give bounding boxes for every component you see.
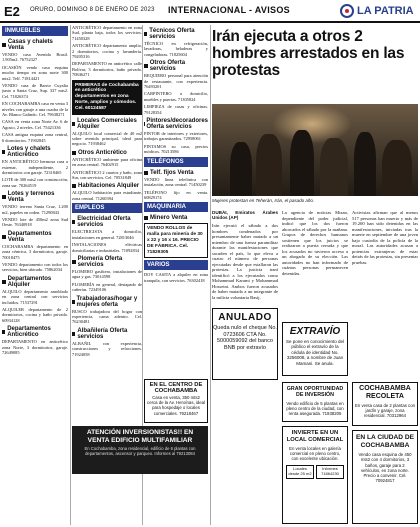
classified-ad: ELECTRICISTA a domicilio, instalaciones en general. 72813046	[72, 229, 142, 240]
ad-list	[72, 341, 142, 357]
ad-list	[2, 159, 68, 188]
ad-anulado	[212, 308, 278, 380]
article-text: Activistas afirman que al menos 517 personas han muerto y más de 19.200 han sido detenidas en las manifestaciones, iniciadas tras la muerte en septiembre de una joven bajo custodia de la policía de la moral. Las autoridades acusan a potencias extranjeras de estar detrás de las protestas, sin presentar pruebas.	[352, 210, 418, 265]
category-header: INMUEBLES	[2, 26, 68, 36]
ad-gran-oportunidad	[282, 382, 348, 422]
ad-text: Se pone en conocimiento del público el extravío de la cédula de identidad No. 3256008, a nombre de Juan Mamani. Se anula.	[285, 339, 345, 366]
ad-list	[144, 177, 208, 201]
photo-figure	[382, 140, 412, 196]
column-divider	[210, 25, 211, 525]
ad-text: Casa en venta, 350 mts2 cerca de la Av. Heroínas, ideal para hospedaje o locales comerciales. 79218467	[147, 395, 205, 416]
bullet-icon	[72, 220, 75, 224]
dateline: ORURO, DOMINGO 8 DE ENERO DE 2023	[30, 7, 155, 13]
classified-ad: DEPARTAMENTO en anticrético calle Bolívar, 3 dormitorios, baño privado. 70846271	[72, 61, 142, 78]
ad-list	[72, 309, 142, 325]
bullet-icon	[72, 332, 75, 336]
ad-list	[144, 73, 208, 115]
article-headline: Irán ejecuta a otros 2 hombres arrestados en las protestas	[212, 28, 405, 79]
classified-ad: ALQUILO habitación para estudiante, zona central. 71260394	[72, 190, 142, 201]
bullet-icon	[72, 122, 75, 126]
article-column-3	[352, 210, 418, 378]
bullet-icon	[2, 235, 6, 239]
highlighted-ad: PRIMERAS de Cochabamba en anticrético departamentos en zona Norte, amplios y cómodos. Cel. 60124587	[72, 80, 142, 115]
ad-banner-inversionistas	[72, 426, 208, 474]
subcategory: Lotes y chalets Anticrético	[2, 146, 68, 158]
article-byline: DUBÁI, Emiratos Árabes Unidos (AP)	[212, 210, 278, 220]
ad-extravio	[282, 322, 348, 376]
subcategory: Otros Anticrético	[72, 150, 142, 156]
article-text: Irán ejecutó el sábado a dos hombres condenados por presuntamente haber matado a un miembro de una fuerza paramilitar durante las manifestaciones que sacuden el país, lo que eleva a cuatro el número de personas ejecutadas desde que estallaron las protestas. La justicia iraní identificó a los ejecutados como Mohammad Karami y Mohammad Hosseini. Ambos fueron acusados de haber matado a un integrante de la milicia voluntaria Basij.	[212, 223, 278, 300]
bullet-icon	[2, 150, 5, 154]
category-header: TELÉFONOS	[144, 157, 208, 167]
ad-list	[2, 204, 68, 228]
classified-ad: COCHABAMBA departamento en zona céntrica, 3 dormitorios, garaje. 70018475	[2, 243, 68, 260]
classified-ad: TÉCNICO en refrigeración, lavadoras, heladeras y congeladoras. 71825604	[144, 41, 208, 57]
photo-figure	[230, 142, 252, 196]
photo-caption: Mujeres protestan en Teherán, Irán, el pasado año.	[212, 198, 315, 203]
ad-list	[72, 190, 142, 201]
ad-title: ANULADO	[218, 312, 272, 323]
category-header: EMPLEOS	[72, 203, 142, 213]
subcategory: Telf. fijos Venta	[144, 170, 208, 176]
subcategory: Minero Venta	[144, 215, 208, 221]
classified-ad: DEPARTAMENTO en anticrético zona Norte, 3 dormitorios, garaje. 72649085	[2, 339, 68, 356]
subcategory: Departamentos Anticrético	[2, 326, 68, 338]
classified-ad: LIMPIEZA de casas y oficinas. 79128354	[144, 104, 208, 115]
classified-ad: CARPINTERO a domicilio, muebles y puertas. 71305824	[144, 91, 208, 102]
ad-ciudad-cochabamba	[352, 430, 418, 524]
ad-title: ATENCIÓN INVERSIONISTAS!! EN VENTA EDIFICIO MULTIFAMILIAR	[86, 429, 194, 444]
classified-ad: DOY CASITA a alquiler en zona tranquila, con servicios. 76302418	[144, 272, 208, 283]
ad-list	[2, 52, 68, 143]
ad-list	[72, 269, 142, 293]
subcategory: Otros Oferta servicios	[144, 60, 208, 72]
classified-ad: EN ANTICRÉTICO hermosa casa a estrenar, independiente, 2 dormitorios con garaje. 72318465	[2, 159, 68, 175]
logo-icon	[340, 4, 354, 18]
classified-ad: BUSCO trabajadora del hogar con experiencia, cama adentro. Cel. 76230481	[72, 308, 142, 325]
classified-ad: VENDO departamento con todos los servicios, bien ubicado. 75862034	[2, 261, 68, 273]
ad-title: EXTRAVÍO	[289, 326, 341, 337]
ad-subboxes	[286, 465, 344, 479]
ad-list	[144, 131, 208, 155]
ad-title: EN EL CENTRO DE COCHABAMBA	[149, 382, 203, 394]
subcategory: Albañilería Oferta servicios	[72, 328, 142, 340]
ad-title: INVIERTE EN UN LOCAL COMERCIAL	[286, 430, 344, 443]
subcategory: Pintores/decoradores Oferta servicios	[146, 118, 208, 131]
classified-ad: VENDO lote de 450m2 zona Sud Oeste. 76340918	[2, 216, 68, 228]
subcategory: Técnicos Oferta servicios	[144, 28, 208, 40]
category-header: MAQUINARIA	[144, 202, 208, 212]
header-rule	[0, 21, 420, 23]
classified-ad: VENDO línea telefónica con instalación, zona central. 71450239	[144, 176, 208, 188]
classified-ad: ANTICRÉTICO departamento en zona Sud, planta baja, todos los servicios. 71450328	[72, 25, 142, 41]
ad-list	[72, 229, 142, 253]
classified-ad: ALQUILO departamento amoblado en zona central con servicios incluidos. 71537291	[2, 288, 68, 305]
photo-figure	[256, 134, 282, 196]
photo-figure	[320, 138, 348, 196]
bullet-icon	[72, 184, 76, 188]
bullet-icon	[2, 280, 6, 284]
subcategory: Trabajadoras/hogar y mujeres oferta	[72, 296, 142, 308]
ad-list	[2, 244, 68, 273]
ad-subbox: Informes 71864230	[316, 465, 344, 479]
classified-ad: REQUIERO personal para atención de restaurante, con experiencia. 76493201	[144, 73, 208, 90]
classified-ad: ALBAÑIL con experiencia, construcciones y refacciones. 71924058	[72, 340, 142, 357]
classified-ad: PINTAMOS su casa, precios módicos. 70213586	[144, 143, 208, 155]
newspaper-logo	[340, 3, 418, 18]
subcategory: Plomería Oferta servicios	[72, 256, 142, 268]
ad-text: Vendo casa esquina de 450 mts2 con 4 dormitorios, 3 baños, garaje para 2 vehículos, en zona norte. Precio a convenir. Cel. 70924817	[358, 452, 412, 484]
subcategory: Departamentos Alquiler	[2, 276, 68, 288]
ad-subbox: Locales desde 25 m2	[286, 465, 314, 479]
article-text: La agencia de noticias Mizan, dependiente del poder judicial, indicó que los dos fueron ahorcados el sábado por la mañana. Grupos de derechos humanos sostienen que los juicios se realizaron a puerta cerrada y que los acusados no tuvieron acceso a un abogado de su elección. Las autoridades no han informado de cuántas personas permanecen detenidas.	[282, 210, 348, 276]
photo-light	[272, 104, 352, 144]
classified-ad: VENDO casa de Barrio Cuyalia junto a Santa Cruz, Sup. 337 mts2. Cel. 71826374	[2, 83, 68, 99]
classified-ad: OCASIÓN vendo casa esquina mucho tiempo en zona norte 300 mts2. Telf. 71814421	[2, 64, 68, 81]
ad-list	[2, 289, 68, 323]
subcategory: Departamentos Venta	[2, 231, 68, 243]
ad-cochabamba-recoleta	[352, 382, 418, 426]
bullet-icon	[144, 171, 148, 175]
classified-column-3	[144, 25, 208, 377]
classified-ad: ALQUILER departamento de 2 dormitorios, cocina y baño privado. 60934128	[2, 307, 68, 323]
classified-ad: PINTOR de interiores y exteriores, trabajos garantizados. 72958061	[144, 131, 208, 142]
bullet-icon	[2, 195, 6, 199]
subcategory: Electricidad Oferta servicios	[72, 216, 142, 228]
classified-ad: CASA antigua esquina zona central, 6 dormitorios. 71902845	[2, 132, 68, 143]
classified-ad: TELÉFONO fijo en venta. 60829174	[144, 189, 208, 200]
classified-ad: INSTALACIONES eléctricas domiciliarias e industriales. 71092834	[72, 242, 142, 253]
ad-text: En venta locales en galería comercial en pleno centro, con excelente ubicación.	[289, 445, 341, 461]
bullet-icon	[2, 330, 5, 334]
ad-list	[144, 272, 208, 283]
photo-figure	[290, 130, 314, 196]
bullet-icon	[72, 260, 76, 264]
classified-ad: PLOMERO gasfitero, instalaciones de agua y gas. 73014598	[72, 268, 142, 280]
subcategory: Lotes y terrenos Venta	[2, 191, 68, 203]
article-column-2	[282, 210, 348, 318]
classified-ad: ANTICRÉTICO ambiente para oficina en zona central. 76402915	[72, 156, 142, 168]
boxed-ad: VENDO ROLLOS de malla para minería de 30 x 22 y 16 x 16. PRECIO DE FÁBRICA. Cel. 71829305	[144, 223, 208, 258]
ad-text: En venta casa de 2 plantas con jardín y garaje, zona residencial. 70312964	[355, 403, 415, 419]
ad-list	[144, 41, 208, 57]
ad-list	[72, 25, 142, 78]
bullet-icon	[144, 216, 148, 220]
ad-title: GRAN OPORTUNIDAD DE INVERSIÓN	[286, 386, 344, 399]
ad-text: Vendo edificio de 5 plantas en pleno centro de la ciudad, con renta asegurada. 71938205	[286, 400, 344, 417]
bullet-icon	[144, 64, 148, 68]
bullet-icon	[2, 43, 6, 47]
column-divider	[70, 25, 71, 525]
classified-ad: EN COCHABAMBA casa en venta 3 niveles con garaje a una cuadra de la Av. Blanco Galindo. Cel. 79638271	[2, 101, 68, 118]
page-number: E2	[4, 4, 20, 19]
classified-column-1	[2, 25, 68, 525]
classified-ad: ANTICRÉTICO 2 cuartos y baño, zona Sur, con servicios. Cel. 70531849	[72, 169, 142, 181]
category-header: VARIOS	[144, 260, 208, 270]
classified-ad: LOTE de 300 mts2 con construcción, zona sur. 70264519	[2, 177, 68, 188]
ad-text: En Cochabamba, zona residencial, edificio de 6 plantas con departamentos, ascensor y parqueo. Informes al 79213084	[84, 446, 196, 457]
subcategory: Habitaciones Alquiler	[72, 183, 142, 189]
ad-title: COCHABAMBA RECOLETA	[359, 385, 411, 400]
logo-text: LA PATRIA	[357, 4, 414, 17]
photo-figure	[354, 132, 376, 196]
ad-list	[72, 131, 142, 147]
classified-ad: CASA en venta zona Norte Av. 6 de Agosto, 2 niveles. Cel. 75421336	[2, 119, 68, 130]
article-photo	[212, 104, 418, 196]
classified-ad: ANTICRÉTICO departamento amplio, 2 dormitorios, cocina y lavandería. 79205316	[72, 43, 142, 60]
classified-ad: ALQUILO local comercial de 40 m2 sobre avenida principal, ideal para negocio. 71938462	[72, 130, 142, 147]
ad-list	[72, 157, 142, 181]
bullet-icon	[72, 300, 75, 304]
classified-ad: PLOMERÍA en general, destapado de cañerías. 72349106	[72, 281, 142, 293]
classified-ad: VENDO terreno Santa Cruz, 1.200 m2, papeles en orden. 71290843	[2, 204, 68, 215]
bullet-icon	[144, 32, 147, 36]
ad-local-comercial	[282, 426, 348, 524]
ad-list	[2, 339, 68, 355]
section-title: INTERNACIONAL - AVISOS	[168, 5, 290, 15]
subcategory: Casas y chalets Venta	[2, 39, 68, 51]
ad-text: Queda nulo el cheque No. 0723606 CTA No. 5000059092 del banco BNB por extravío	[213, 325, 277, 351]
classified-ad: VENDO casa Avenida Brasil. 1.905m2. 76752327	[2, 52, 68, 63]
bullet-icon	[72, 151, 76, 155]
subcategory: Locales Comerciales Alquiler	[72, 118, 142, 130]
ad-centro-cochabamba	[144, 379, 208, 423]
page-header	[0, 0, 420, 22]
article-column-1	[212, 210, 278, 306]
ad-title: EN LA CIUDAD DE COCHABAMBA	[356, 434, 415, 449]
